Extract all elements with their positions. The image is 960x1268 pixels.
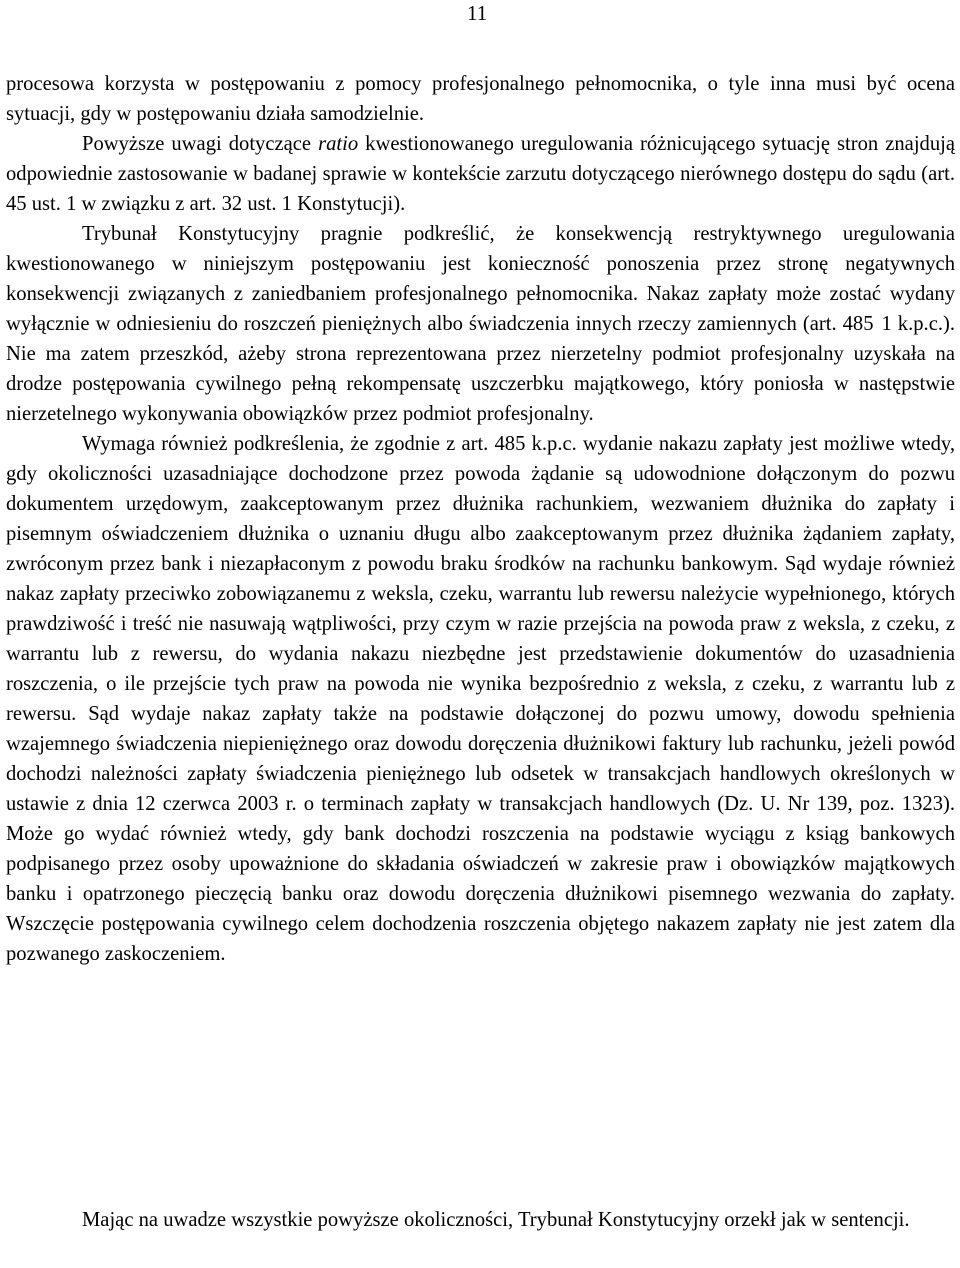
- paragraph-ratio-end: kwestionowanego uregulowania różnicującego sytuację stron znajdują odpowiednie zastosowanie w badanej sprawie w kontekście zarzutu dotyczącego nierównego dostępu do sądu (art. 45 ust. 1 w związku z art. 32 ust. 1 Konstytucji).: [6, 133, 956, 215]
- paragraph-ratio-start: Powyższe uwagi dotyczące: [82, 133, 319, 155]
- page-number: 11: [467, 1, 488, 25]
- paragraph-conclusion: Mając na uwadze wszystkie powyższe okoliczności, Trybunał Konstytucyjny orzekł jak w sentencji.: [82, 1209, 910, 1231]
- document-body: [6, 69, 955, 969]
- paragraph-trybunal-start: Trybunał Konstytucyjny pragnie podkreślić, że konsekwencją restryktywnego uregulowania kwestionowanego w niniejszym postępowaniu jest konieczność ponoszenia przez stronę negatywnych konsekwencji związanych z zaniedbaniem profesjonalnego pełnomocnika. Nakaz zapłaty może zostać wydany wyłącznie w odniesieniu do roszczeń pieniężnych albo świadczenia innych rzeczy zamiennych (art. 485: [6, 223, 955, 335]
- paragraph-trybunal-end: 1 k.p.c.). Nie ma zatem przeszkód, ażeby strona reprezentowana przez nierzetelny podmiot profesjonalny uzyskała na drodze postępowania cywilnego pełną rekompensatę uszczerbku majątkowego, który poniosła w następstwie nierzetelnego wykonywania obowiązków przez podmiot profesjonalny.: [6, 313, 955, 425]
- paragraph-continuation: procesowa korzysta w postępowaniu z pomocy profesjonalnego pełnomocnika, o tyle inna musi być ocena sytuacji, gdy w postępowaniu działa samodzielnie.: [6, 73, 955, 125]
- paragraph-ratio: [6, 129, 955, 219]
- italic-term-ratio: ratio: [318, 133, 359, 155]
- paragraph-nakaz-zaplaty: Wymaga również podkreślenia, że zgodnie z art. 485 k.p.c. wydanie nakazu zapłaty jest możliwe wtedy, gdy okoliczności uzasadniające dochodzone przez powoda żądanie są udowodnione dołączonym do pozwu dokumentem urzędowym, zaakceptowanym przez dłużnika rachunkiem, wezwaniem dłużnika do zapłaty i pisemnym oświadczeniem dłużnika o uznaniu długu albo zaakceptowanym przez dłużnika żądaniem zapłaty, zwróconym przez bank i niezapłaconym z powodu braku środków na rachunku bankowym. Sąd wydaje również nakaz zapłaty przeciwko zobowiązanemu z weksla, czeku, warrantu lub rewersu należycie wypełnionego, których prawdziwość i treść nie nasuwają wątpliwości, przy czym w razie przejścia na powoda praw z weksla, z czeku, z warrantu lub z rewersu, do wydania nakazu niezbędne jest przedstawienie dokumentów do uzasadnienia roszczenia, o ile przejście tych praw na powoda nie wynika bezpośrednio z weksla, z czeku, z warrantu lub z rewersu. Sąd wydaje nakaz zapłaty także na podstawie dołączonej do pozwu umowy, dowodu spełnienia wzajemnego świadczenia niepieniężnego oraz dowodu doręczenia dłużnikowi faktury lub rachunku, jeżeli powód dochodzi należności zapłaty świadczenia pieniężnego lub odsetek w transakcjach handlowych określonych w ustawie z dnia 12 czerwca 2003 r. o terminach zapłaty w transakcjach handlowych (Dz. U. Nr 139, poz. 1323). Może go wydać również wtedy, gdy bank dochodzi roszczenia na podstawie wyciągu z ksiąg bankowych podpisanego przez osoby upoważnione do składania oświadczeń w zakresie praw i obowiązków majątkowych banku i opatrzonego pieczęcią banku oraz dowodu doręczenia dłużnikowi pisemnego wezwania do zapłaty. Wszczęcie postępowania cywilnego celem dochodzenia roszczenia objętego nakazem zapłaty nie jest zatem dla pozwanego zaskoczeniem.: [6, 433, 955, 965]
- paragraph-trybunal: [6, 219, 955, 429]
